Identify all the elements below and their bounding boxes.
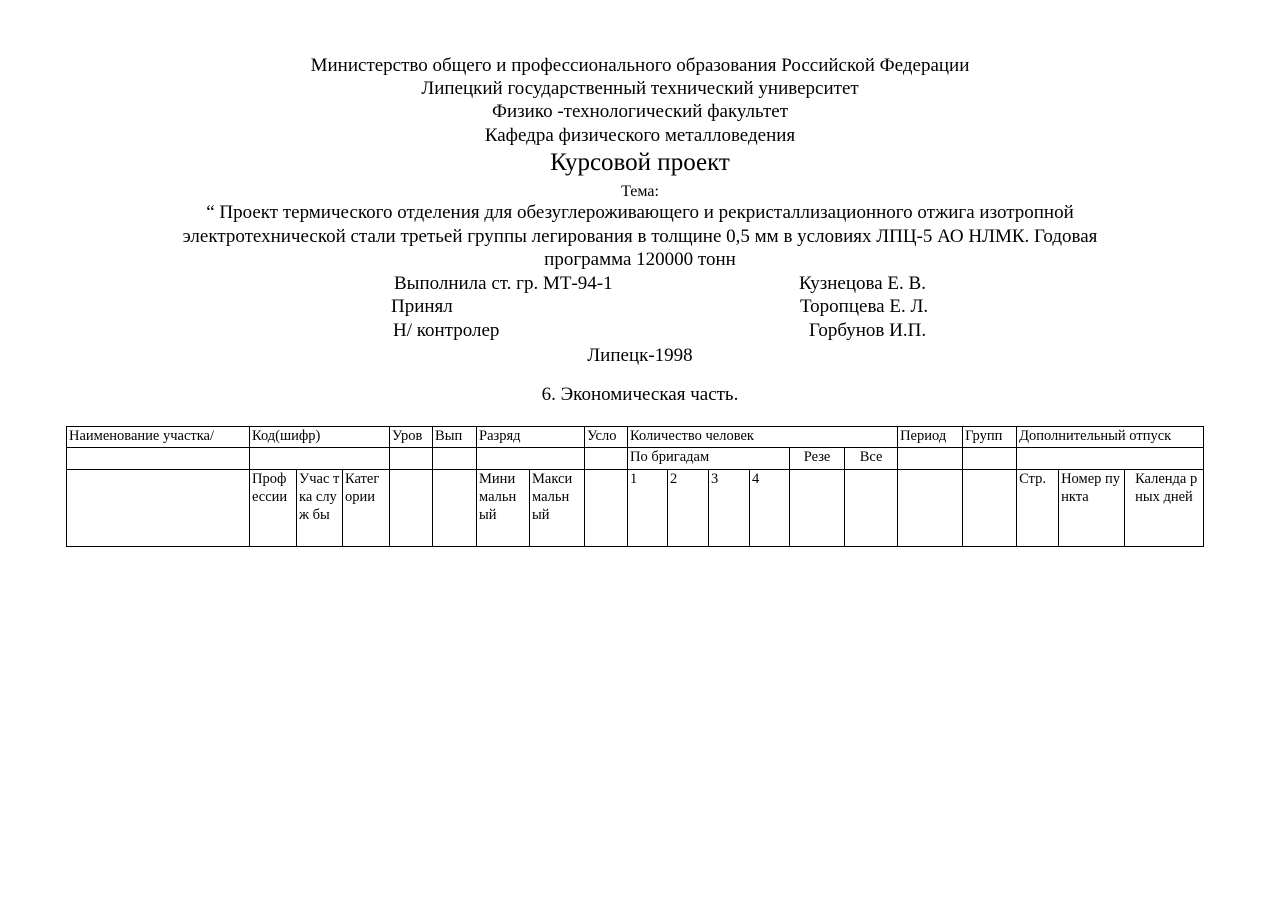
signature-role-controller: Н/ контролер: [393, 320, 500, 341]
table-cell: [1017, 448, 1204, 470]
col-grade: Разряд: [477, 427, 585, 448]
table-cell: [898, 448, 963, 470]
place-year: Липецк-1998: [587, 345, 693, 366]
section-title: 6. Экономическая часть.: [541, 384, 739, 405]
table-cell: [790, 470, 845, 547]
document-title: Курсовой проект: [550, 149, 730, 176]
table-header-row-1: [67, 427, 1204, 448]
col-reserve: Резе: [790, 448, 845, 470]
col-headcount: Количество человек: [628, 427, 898, 448]
col-output: Вып: [433, 427, 477, 448]
table-header-row-2: [67, 448, 1204, 470]
topic-line-1: “ Проект термического отделения для обезуглероживающего и рекристаллизационного отжига изотропной: [206, 202, 1074, 223]
col-all: Все: [845, 448, 898, 470]
table-cell: [845, 470, 898, 547]
faculty-line: Физико -технологический факультет: [491, 101, 789, 122]
col-item-number: Номер пункта: [1059, 470, 1125, 547]
col-additional-leave: Дополнительный отпуск: [1017, 427, 1204, 448]
department-line: Кафедра физического металловедения: [484, 125, 796, 146]
table-cell: [585, 448, 628, 470]
table-cell: [477, 448, 585, 470]
col-brigade-3: 3: [709, 470, 750, 547]
topic-label: Тема:: [621, 183, 659, 200]
table-cell: [67, 470, 250, 547]
table-cell: [433, 448, 477, 470]
university-line: Липецкий государственный технический университет: [421, 78, 859, 99]
col-code: Код(шифр): [250, 427, 390, 448]
col-by-brigades: По бригадам: [628, 448, 790, 470]
col-grade-max: Макси мальн ый: [530, 470, 585, 547]
col-period: Период: [898, 427, 963, 448]
table-cell: [585, 470, 628, 547]
col-brigade-4: 4: [750, 470, 790, 547]
table-cell: [963, 470, 1017, 547]
topic-line-3: программа 120000 тонн: [544, 249, 736, 270]
table-cell: [963, 448, 1017, 470]
col-area-name: Наименование участка/: [67, 427, 250, 448]
table-cell: [390, 448, 433, 470]
economic-table: [66, 426, 1204, 547]
col-level: Уров: [390, 427, 433, 448]
col-calendar-days: Календа рных дней: [1125, 470, 1204, 547]
signature-name-controller: Горбунов И.П.: [809, 320, 927, 341]
col-category: Катег ории: [343, 470, 390, 547]
col-group: Групп: [963, 427, 1017, 448]
col-profession: Проф ессии: [250, 470, 297, 547]
col-page: Стр.: [1017, 470, 1059, 547]
col-brigade-1: 1: [628, 470, 668, 547]
col-area-service: Учас тка служ бы: [297, 470, 343, 547]
signature-role-accepted: Принял: [391, 296, 453, 317]
col-conditions: Усло: [585, 427, 628, 448]
signature-role-author: Выполнила ст. гр. МТ-94-1: [394, 273, 613, 294]
topic-line-2: электротехнической стали третьей группы легирования в толщине 0,5 мм в условиях ЛПЦ-5 АО НЛМК. Годовая: [182, 226, 1098, 247]
table-header-row-3: [67, 470, 1204, 547]
signature-name-author: Кузнецова Е. В.: [799, 273, 926, 294]
table-cell: [898, 470, 963, 547]
signature-name-accepted: Торопцева Е. Л.: [800, 296, 929, 317]
col-grade-min: Мини мальн ый: [477, 470, 530, 547]
col-brigade-2: 2: [668, 470, 709, 547]
table-cell: [433, 470, 477, 547]
ministry-line: Министерство общего и профессионального образования Российской Федерации: [310, 55, 970, 76]
table-cell: [390, 470, 433, 547]
table-cell: [67, 448, 250, 470]
table-cell: [250, 448, 390, 470]
